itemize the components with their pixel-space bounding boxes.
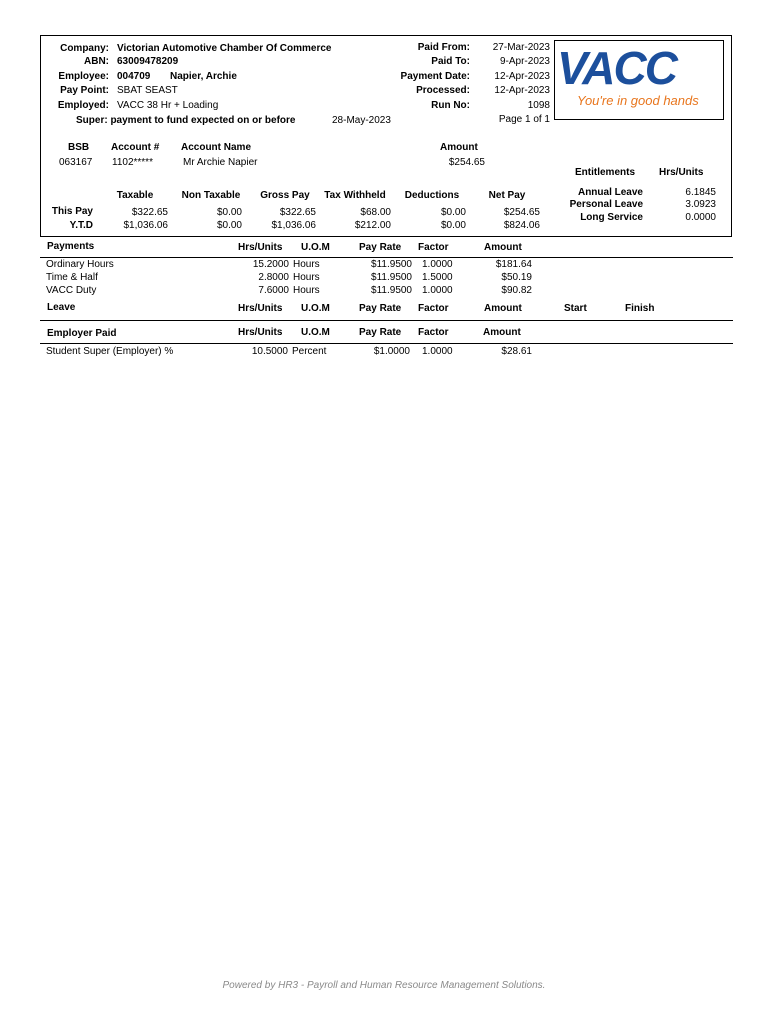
payment-rate: $11.9500 — [371, 259, 412, 270]
employee-name: Napier, Archie — [170, 71, 237, 82]
paid-from-label: Paid From: — [417, 42, 470, 53]
this-pay-gross: $322.65 — [279, 207, 316, 218]
employer-rate-header: Pay Rate — [359, 327, 402, 338]
entitlement-label: Personal Leave — [569, 199, 643, 210]
payment-rate: $11.9500 — [371, 285, 412, 296]
super-date: 28-May-2023 — [332, 115, 391, 126]
bank-amount-value: $254.65 — [448, 157, 485, 168]
employer-amount-header: Amount — [483, 327, 521, 338]
payments-divider — [40, 257, 733, 258]
employer-units-header: Hrs/Units — [238, 327, 283, 338]
payments-units-header: Hrs/Units — [238, 242, 283, 253]
payment-factor: 1.0000 — [422, 259, 453, 270]
paid-from-value: 27-Mar-2023 — [492, 42, 550, 53]
employer-paid-title: Employer Paid — [47, 328, 117, 339]
ytd-gross: $1,036.06 — [271, 220, 316, 231]
gross-pay-header: Gross Pay — [260, 190, 310, 201]
employer-paid-factor: 1.0000 — [422, 346, 453, 357]
payment-rate: $11.9500 — [371, 272, 412, 283]
deductions-header: Deductions — [404, 190, 460, 201]
payments-title: Payments — [47, 241, 95, 252]
account-value: 1102***** — [112, 157, 153, 168]
leave-title: Leave — [47, 302, 76, 313]
this-pay-taxable: $322.65 — [131, 207, 168, 218]
payment-amount: $50.19 — [501, 272, 532, 283]
run-no-value: 1098 — [527, 100, 550, 111]
bsb-value: 063167 — [59, 157, 93, 168]
this-pay-deductions: $0.00 — [440, 207, 466, 218]
paid-to-value: 9-Apr-2023 — [499, 56, 550, 67]
payment-units: 2.8000 — [258, 272, 289, 283]
employer-uom-header: U.O.M — [301, 327, 330, 338]
leave-amount-header: Amount — [484, 303, 522, 314]
payments-rate-header: Pay Rate — [359, 242, 402, 253]
payment-amount: $90.82 — [501, 285, 532, 296]
this-pay-label: This Pay — [51, 206, 93, 217]
pay-point-value: SBAT SEAST — [117, 85, 178, 96]
payment-desc: VACC Duty — [46, 285, 97, 296]
taxable-header: Taxable — [116, 190, 154, 201]
entitlement-value: 3.0923 — [685, 199, 716, 210]
ytd-net: $824.06 — [503, 220, 540, 231]
ytd-taxable: $1,036.06 — [123, 220, 168, 231]
bsb-header: BSB — [68, 142, 90, 153]
non-taxable-header: Non Taxable — [181, 190, 241, 201]
entitlements-units-header: Hrs/Units — [659, 167, 704, 178]
employer-factor-header: Factor — [418, 327, 449, 338]
payment-date-value: 12-Apr-2023 — [494, 71, 550, 82]
footer-powered-by: Powered by HR3 - Payroll and Human Resource Management Solutions. — [222, 980, 546, 991]
processed-label: Processed: — [416, 85, 470, 96]
account-header: Account # — [111, 142, 160, 153]
logo-wordmark: VACC — [557, 42, 676, 94]
employer-paid-rate: $1.0000 — [373, 346, 410, 357]
employed-value: VACC 38 Hr + Loading — [117, 100, 219, 111]
this-pay-tax: $68.00 — [360, 207, 391, 218]
ytd-label: Y.T.D — [69, 220, 93, 231]
leave-uom-header: U.O.M — [301, 303, 330, 314]
leave-rate-header: Pay Rate — [359, 303, 402, 314]
run-no-label: Run No: — [431, 100, 470, 111]
employed-label: Employed: — [57, 100, 109, 111]
payments-factor-header: Factor — [418, 242, 449, 253]
payments-uom-header: U.O.M — [301, 242, 330, 253]
leave-factor-header: Factor — [418, 303, 449, 314]
processed-value: 12-Apr-2023 — [494, 85, 550, 96]
logo-tagline: You're in good hands — [577, 93, 699, 108]
payment-factor: 1.0000 — [422, 285, 453, 296]
entitlement-label: Long Service — [580, 212, 643, 223]
entitlement-value: 0.0000 — [685, 212, 716, 223]
employee-label: Employee: — [58, 71, 109, 82]
ytd-non-taxable: $0.00 — [216, 220, 242, 231]
leave-start-header: Start — [564, 303, 587, 314]
employer-paid-uom: Percent — [292, 346, 327, 357]
abn-label: ABN: — [84, 56, 109, 67]
abn-value: 63009478209 — [117, 56, 179, 67]
employer-paid-desc: Student Super (Employer) % — [46, 346, 174, 357]
ytd-deductions: $0.00 — [440, 220, 466, 231]
paid-to-label: Paid To: — [431, 56, 470, 67]
employer-paid-units: 10.5000 — [251, 346, 288, 357]
account-name-header: Account Name — [181, 142, 252, 153]
leave-divider — [40, 320, 733, 321]
payment-desc: Time & Half — [46, 272, 98, 283]
entitlements-header: Entitlements — [575, 167, 636, 178]
employer-paid-amount: $28.61 — [501, 346, 532, 357]
net-pay-header: Net Pay — [488, 190, 526, 201]
employer-paid-divider — [40, 343, 733, 344]
payment-date-label: Payment Date: — [400, 71, 470, 82]
company-label: Company: — [60, 43, 109, 54]
this-pay-net: $254.65 — [503, 207, 540, 218]
pay-point-label: Pay Point: — [60, 85, 109, 96]
payments-amount-header: Amount — [484, 242, 522, 253]
leave-finish-header: Finish — [625, 303, 655, 314]
payment-uom: Hours — [293, 272, 320, 283]
tax-withheld-header: Tax Withheld — [324, 190, 386, 201]
payment-units: 15.2000 — [252, 259, 289, 270]
payment-desc: Ordinary Hours — [46, 259, 114, 270]
vacc-logo — [554, 40, 724, 120]
payment-amount: $181.64 — [495, 259, 532, 270]
bank-amount-header: Amount — [440, 142, 478, 153]
page-info: Page 1 of 1 — [498, 114, 550, 125]
payment-units: 7.6000 — [258, 285, 289, 296]
ytd-tax: $212.00 — [354, 220, 391, 231]
leave-units-header: Hrs/Units — [238, 303, 283, 314]
account-name-value: Mr Archie Napier — [183, 157, 258, 168]
company-value: Victorian Automotive Chamber Of Commerce — [117, 43, 332, 54]
entitlement-label: Annual Leave — [577, 187, 643, 198]
payment-factor: 1.5000 — [422, 272, 453, 283]
entitlement-value: 6.1845 — [685, 187, 716, 198]
this-pay-non-taxable: $0.00 — [216, 207, 242, 218]
payment-uom: Hours — [293, 259, 320, 270]
payment-uom: Hours — [293, 285, 320, 296]
super-label: Super: payment to fund expected on or before — [76, 115, 296, 126]
employee-id: 004709 — [117, 71, 151, 82]
